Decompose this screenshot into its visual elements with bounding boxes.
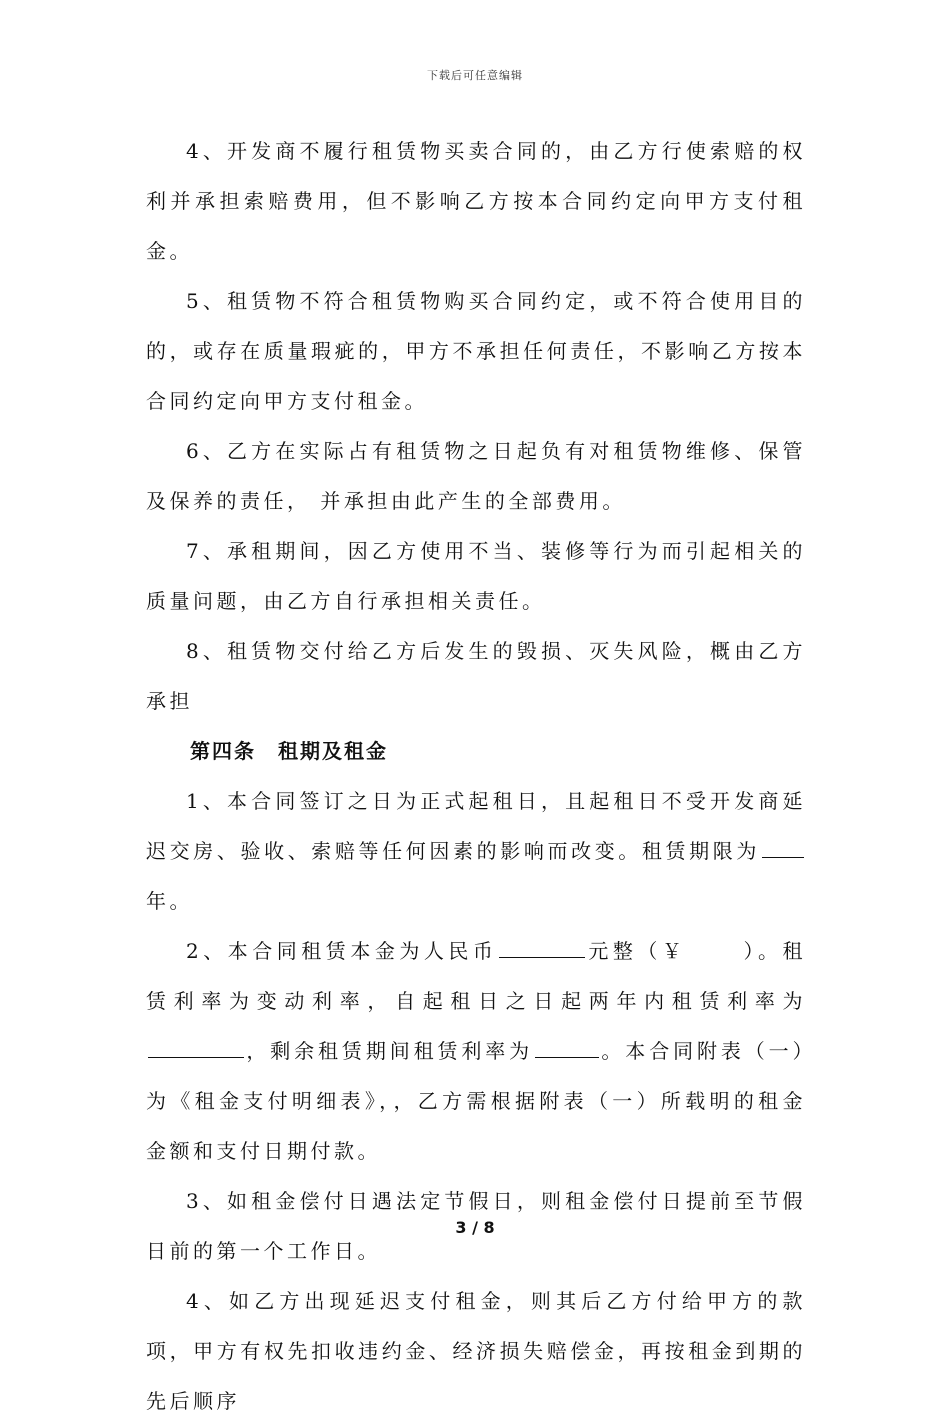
clause-text: ，剩余租赁期间租赁利率为 [246, 1039, 534, 1063]
clause-paragraph: 4、如乙方出现延迟支付租金，则其后乙方付给甲方的款项，甲方有权先扣收违约金、经济损失赔偿金，再按租金到期的先后顺序 [146, 1289, 806, 1413]
clause-paragraph: 4、开发商不履行租赁物买卖合同的，由乙方行使索赔的权利并承担索赔费用，但不影响乙方按本合同约定向甲方支付租金。 [146, 139, 806, 263]
clause-text: 元整（￥ [587, 939, 687, 963]
clause-paragraph: 8、租赁物交付给乙方后发生的毁损、灭失风险，概由乙方承担 [146, 639, 806, 713]
clause-paragraph [146, 926, 806, 1176]
clause-text: 。本合同附表（一）为《租金支付明细表》，，乙方需根据附表（一）所载明的租金金额和支付日期付款。 [146, 1039, 807, 1163]
blank-line [762, 856, 804, 858]
blank-line [148, 1056, 244, 1058]
clause-paragraph: 3、如租金偿付日遇法定节假日，则租金偿付日提前至节假日前的第一个工作日。 [146, 1189, 806, 1263]
clause-paragraph: 6、乙方在实际占有租赁物之日起负有对租赁物维修、保管及保养的责任， 并承担由此产生的全部费用。 [146, 439, 806, 513]
page-number: 3 / 8 [455, 1218, 495, 1237]
blank-line [535, 1056, 599, 1058]
section-heading: 第四条 租期及租金 [190, 739, 388, 763]
blank-line [499, 956, 585, 958]
clause-paragraph [146, 776, 806, 926]
clause-paragraph: 7、承租期间，因乙方使用不当、装修等行为而引起相关的质量问题，由乙方自行承担相关责任。 [146, 539, 806, 613]
header-note: 下载后可任意编辑 [427, 69, 523, 82]
clause-text: 1、本合同签订之日为正式起租日，且起租日不受开发商延迟交房、验收、索赔等任何因素的影响而改变。租赁期限为 [146, 789, 806, 863]
clause-text: 2、本合同租赁本金为人民币 [186, 939, 498, 963]
clause-text: ）。租赁利率为变动利率，自起租日之日起两年内租赁利率为 [146, 939, 807, 1013]
clause-text: 年。 [146, 889, 193, 913]
clause-paragraph: 5、租赁物不符合租赁物购买合同约定，或不符合使用目的的，或存在质量瑕疵的，甲方不承担任何责任，不影响乙方按本合同约定向甲方支付租金。 [146, 289, 806, 413]
